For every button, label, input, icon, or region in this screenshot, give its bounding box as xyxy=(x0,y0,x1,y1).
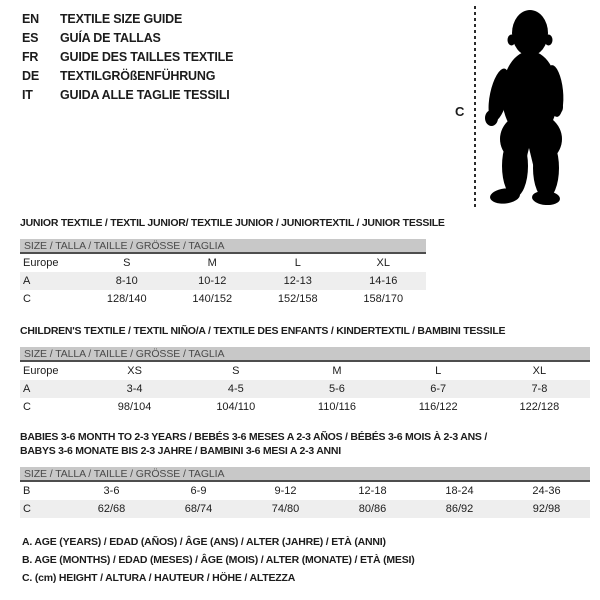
height-measure-line xyxy=(474,6,476,207)
footnote-b: B. AGE (MONTHS) / EDAD (MESES) / ÂGE (MOIS) / ALTER (MONATE) / ETÀ (MESI) xyxy=(22,554,415,566)
language-title: GUIDE DES TAILLES TEXTILE xyxy=(60,50,234,64)
row-label: C xyxy=(23,503,31,515)
language-row-fr xyxy=(22,48,233,67)
size-header-label: SIZE / TALLA / TAILLE / GRÖSSE / TAGLIA xyxy=(24,240,225,252)
size-cell: 140/152 xyxy=(192,293,233,305)
size-cell: S xyxy=(123,257,131,269)
size-table-junior xyxy=(20,216,445,308)
size-cell: XL xyxy=(532,365,547,377)
size-cell: 152/158 xyxy=(277,293,318,305)
row-label: B xyxy=(23,485,31,497)
size-cell: 3-4 xyxy=(126,383,143,395)
table-title-line: CHILDREN'S TEXTILE / TEXTIL NIÑO/A / TEXTILE DES ENFANTS / KINDERTEXTIL / BAMBINI TESSILE xyxy=(20,325,506,337)
table-title-line: BABYS 3-6 MONATE BIS 2-3 JAHRE / BAMBINI 3-6 MESI A 2-3 ANNI xyxy=(20,445,341,457)
size-cell: 62/68 xyxy=(97,503,126,515)
size-cell: 158/170 xyxy=(363,293,404,305)
footnote-a: A. AGE (YEARS) / EDAD (AÑOS) / ÂGE (ANS) / ALTER (JAHRE) / ETÀ (ANNI) xyxy=(22,536,386,548)
size-cell: 74/80 xyxy=(271,503,300,515)
size-cell: L xyxy=(435,365,442,377)
table-row xyxy=(20,254,426,272)
size-table-children xyxy=(20,324,590,416)
language-title: TEXTILGRÖßENFÜHRUNG xyxy=(60,69,216,83)
language-code: EN xyxy=(22,12,39,26)
size-cell: 98/104 xyxy=(117,401,152,413)
size-cell: 122/128 xyxy=(519,401,560,413)
language-title: TEXTILE SIZE GUIDE xyxy=(60,12,183,26)
size-cell: 12-18 xyxy=(358,485,387,497)
size-header-bar xyxy=(20,467,590,482)
size-cell: 92/98 xyxy=(532,503,561,515)
row-label: C xyxy=(23,401,31,413)
row-label: Europe xyxy=(23,257,59,269)
table-row xyxy=(20,380,590,398)
size-cell: 7-8 xyxy=(531,383,548,395)
table-body xyxy=(20,254,426,308)
language-list xyxy=(22,10,233,105)
size-cell: S xyxy=(232,365,240,377)
row-label: A xyxy=(23,383,31,395)
size-cell: 5-6 xyxy=(329,383,345,395)
size-cell: 24-36 xyxy=(532,485,561,497)
row-label: C xyxy=(23,293,31,305)
size-cell: 6-9 xyxy=(190,485,207,497)
row-label: A xyxy=(23,275,31,287)
table-title xyxy=(20,430,590,458)
size-cell: 116/122 xyxy=(418,401,458,413)
height-measure-label: C xyxy=(455,104,465,119)
size-cell: 68/74 xyxy=(184,503,213,515)
language-code: DE xyxy=(22,69,39,83)
size-cell: 80/86 xyxy=(358,503,387,515)
language-title: GUÍA DE TALLAS xyxy=(60,31,161,45)
language-row-es xyxy=(22,29,233,48)
language-code: IT xyxy=(22,88,33,102)
language-title: GUIDA ALLE TAGLIE TESSILI xyxy=(60,88,230,102)
footnote-c: C. (cm) HEIGHT / ALTURA / HAUTEUR / HÖHE / ALTEZZA xyxy=(22,572,296,584)
size-header-bar xyxy=(20,239,426,254)
language-row-it xyxy=(22,86,233,105)
table-row xyxy=(20,482,590,500)
size-cell: XS xyxy=(127,365,142,377)
size-cell: L xyxy=(294,257,301,269)
size-cell: 104/110 xyxy=(216,401,256,413)
size-header-label: SIZE / TALLA / TAILLE / GRÖSSE / TAGLIA xyxy=(24,348,225,360)
language-row-en xyxy=(22,10,233,29)
table-title xyxy=(20,216,445,230)
table-row xyxy=(20,500,590,518)
language-code: FR xyxy=(22,50,39,64)
size-cell: 4-5 xyxy=(227,383,244,395)
size-cell: 10-12 xyxy=(198,275,227,287)
size-cell: 110/116 xyxy=(317,401,357,413)
table-row xyxy=(20,290,426,308)
size-cell: 128/140 xyxy=(106,293,147,305)
baby-silhouette-icon xyxy=(485,8,567,206)
language-code: ES xyxy=(22,31,39,45)
table-title xyxy=(20,324,590,338)
size-header-label: SIZE / TALLA / TAILLE / GRÖSSE / TAGLIA xyxy=(24,468,225,480)
table-row xyxy=(20,398,590,416)
size-header-bar xyxy=(20,347,590,362)
size-cell: 86/92 xyxy=(445,503,474,515)
table-row xyxy=(20,272,426,290)
row-label: Europe xyxy=(23,365,59,377)
table-body xyxy=(20,482,590,518)
table-body xyxy=(20,362,590,416)
size-cell: 3-6 xyxy=(103,485,120,497)
size-cell: 6-7 xyxy=(430,383,447,395)
table-row xyxy=(20,362,590,380)
size-cell: 14-16 xyxy=(369,275,398,287)
size-cell: M xyxy=(207,257,217,269)
table-title-line: BABIES 3-6 MONTH TO 2-3 YEARS / BEBÉS 3-6 MESES A 2-3 AÑOS / BÉBÉS 3-6 MOIS À 2-3 ANS / xyxy=(20,431,488,443)
size-cell: 18-24 xyxy=(445,485,474,497)
size-cell: XL xyxy=(376,257,390,269)
size-cell: 9-12 xyxy=(274,485,297,497)
size-cell: 12-13 xyxy=(283,275,312,287)
size-table-babies xyxy=(20,430,590,518)
table-title-line: JUNIOR TEXTILE / TEXTIL JUNIOR/ TEXTILE JUNIOR / JUNIORTEXTIL / JUNIOR TESSILE xyxy=(20,217,445,229)
size-cell: 8-10 xyxy=(115,275,138,287)
language-row-de xyxy=(22,67,233,86)
footnotes xyxy=(22,533,415,587)
size-cell: M xyxy=(332,365,342,377)
